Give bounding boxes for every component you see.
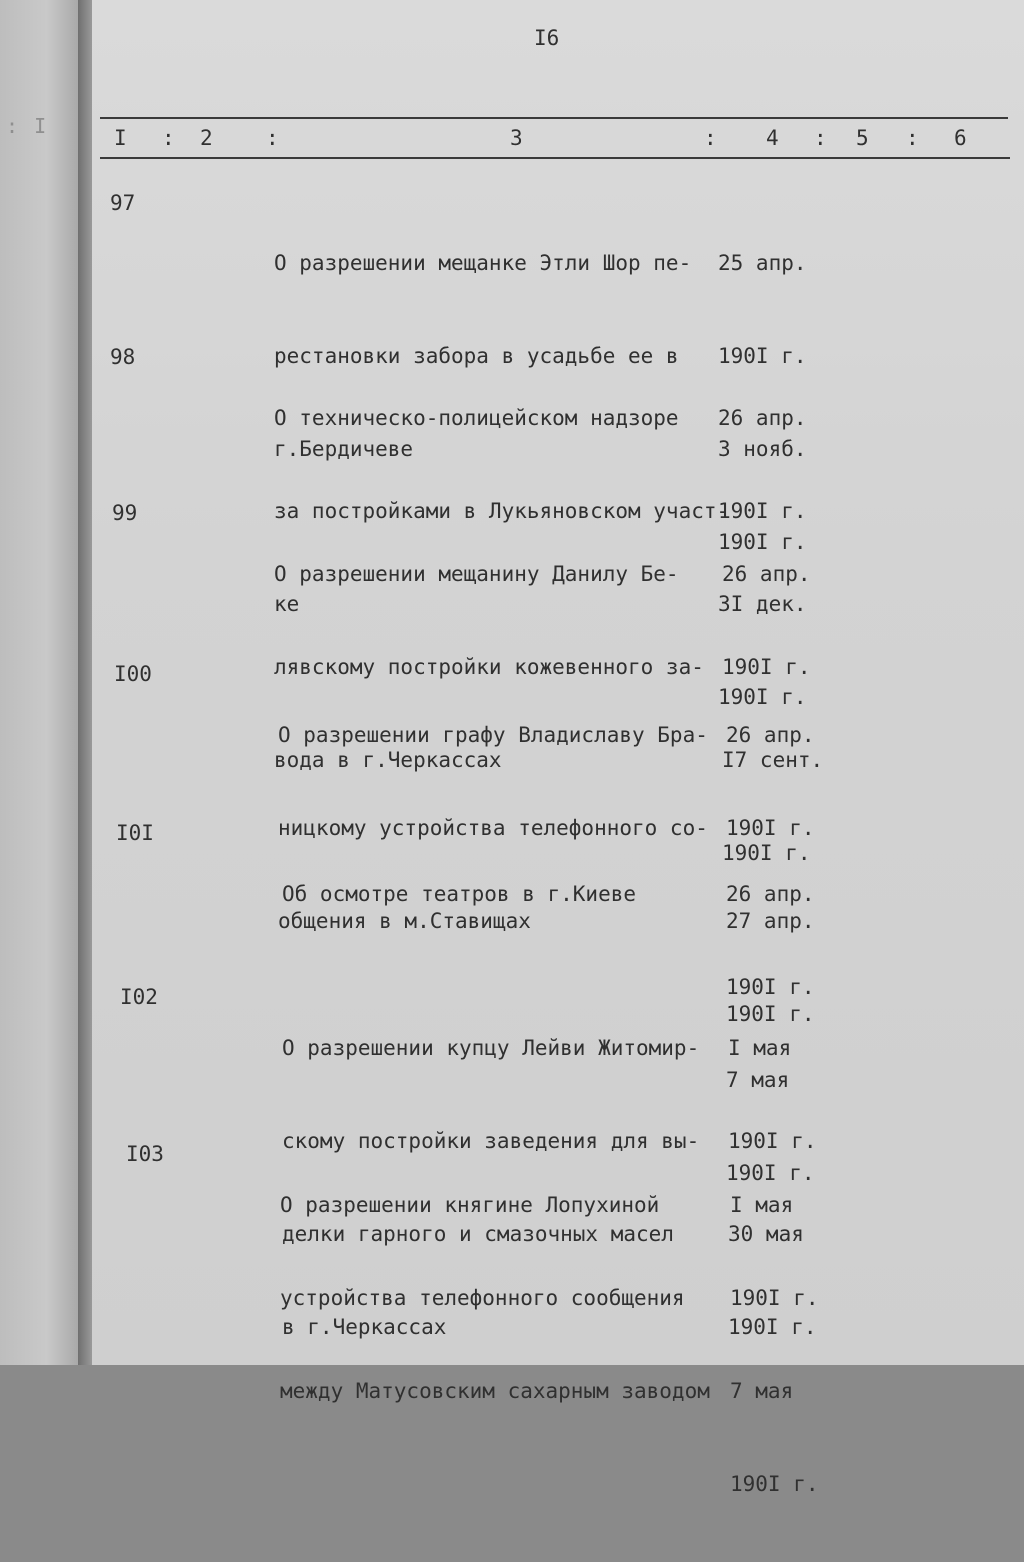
record-title-line: между Матусовским сахарным заводом (280, 1379, 710, 1403)
record-dates (730, 1128, 819, 1562)
end-date: 3I дек. (718, 592, 807, 616)
page-number: I6 (534, 26, 560, 50)
end-date: 7 мая (730, 1379, 794, 1403)
record-title-line: г.Бердичеве (274, 437, 414, 461)
record-number: I0I (116, 821, 154, 845)
record-title (280, 1128, 710, 1469)
end-year: 190I г. (718, 530, 807, 554)
record-number: 99 (112, 501, 138, 525)
left-page-edge (0, 0, 78, 1365)
header-rule-bottom (100, 157, 1010, 159)
column-separator: : (266, 126, 279, 150)
start-year: 190I г. (730, 1286, 819, 1310)
record-number: I00 (114, 662, 152, 686)
record-title-line: скому постройки заведения для вы- (282, 1129, 700, 1153)
record-title-line: рестановки забора в усадьбе ее в (274, 344, 679, 368)
start-date: 25 апр. (718, 251, 807, 275)
start-year: 190I г. (726, 975, 815, 999)
record-title-line: в г.Черкассах (282, 1315, 447, 1339)
record-title-line: О разрешении графу Владиславу Бра- (278, 723, 708, 747)
end-year: 190I г. (722, 841, 811, 865)
column-header-5: 5 (856, 126, 869, 150)
record-title-line: О разрешении мещанину Данилу Бе- (274, 562, 679, 586)
end-year: 190I г. (728, 1315, 817, 1339)
end-date: 7 мая (726, 1068, 790, 1092)
end-year: 190I г. (726, 1002, 815, 1026)
record-title-line: ницкому устройства телефонного со- (278, 816, 708, 840)
start-date: I мая (730, 1193, 794, 1217)
record-number: 97 (110, 191, 136, 215)
record-title-line: О разрешении купцу Лейви Житомир- (282, 1036, 700, 1060)
column-separator: : (162, 126, 175, 150)
column-separator: : (704, 126, 717, 150)
end-date: 27 апр. (726, 909, 815, 933)
record-title-line: за постройками в Лукьяновском участ- (274, 499, 730, 523)
start-date: 26 апр. (722, 562, 811, 586)
record-number: I02 (120, 985, 158, 1009)
record-title-line: лявскому постройки кожевенного за- (274, 655, 704, 679)
column-header-2: 2 (200, 126, 213, 150)
column-separator: : (906, 126, 919, 150)
start-year: 190I г. (718, 344, 807, 368)
record-title-line: О разрешении княгине Лопухиной (280, 1193, 660, 1217)
end-date: 30 мая (728, 1222, 804, 1246)
end-date: I7 сент. (722, 748, 824, 772)
record-title-line: устройства телефонного сообщения (280, 1286, 685, 1310)
record-title-line: О техническо-полицейском надзоре (274, 406, 679, 430)
start-date: 26 апр. (726, 882, 815, 906)
record-number: 98 (110, 345, 136, 369)
record-title-line: Об осмотре театров в г.Киеве (282, 882, 637, 906)
record-title-line: вода в г.Черкассах (274, 748, 502, 772)
record-title-line: ке (274, 592, 300, 616)
column-header-3: 3 (510, 126, 523, 150)
book-gutter (78, 0, 92, 1365)
end-year: 190I г. (726, 1161, 815, 1185)
column-header-4: 4 (766, 126, 779, 150)
record-title-line: делки гарного и смазочных масел (282, 1222, 674, 1246)
document-page (92, 0, 1024, 1496)
left-page-fragment: : I (6, 114, 49, 138)
start-year: 190I г. (726, 816, 815, 840)
start-date: I мая (728, 1036, 792, 1060)
column-header-1: I (114, 126, 127, 150)
end-date: 3 нояб. (718, 437, 807, 461)
column-separator: : (814, 126, 827, 150)
record-title-line: О разрешении мещанке Этли Шор пе- (274, 251, 692, 275)
start-year: 190I г. (718, 499, 807, 523)
end-year: 190I г. (730, 1472, 819, 1496)
start-date: 26 апр. (726, 723, 815, 747)
record-title (282, 817, 636, 972)
end-year: 190I г. (718, 685, 807, 709)
record-number: I03 (126, 1142, 164, 1166)
start-year: 190I г. (728, 1129, 817, 1153)
start-date: 26 апр. (718, 406, 807, 430)
start-year: 190I г. (722, 655, 811, 679)
record-title-line: общения в м.Ставищах (278, 909, 531, 933)
header-rule-top (100, 117, 1008, 119)
column-header-6: 6 (954, 126, 967, 150)
